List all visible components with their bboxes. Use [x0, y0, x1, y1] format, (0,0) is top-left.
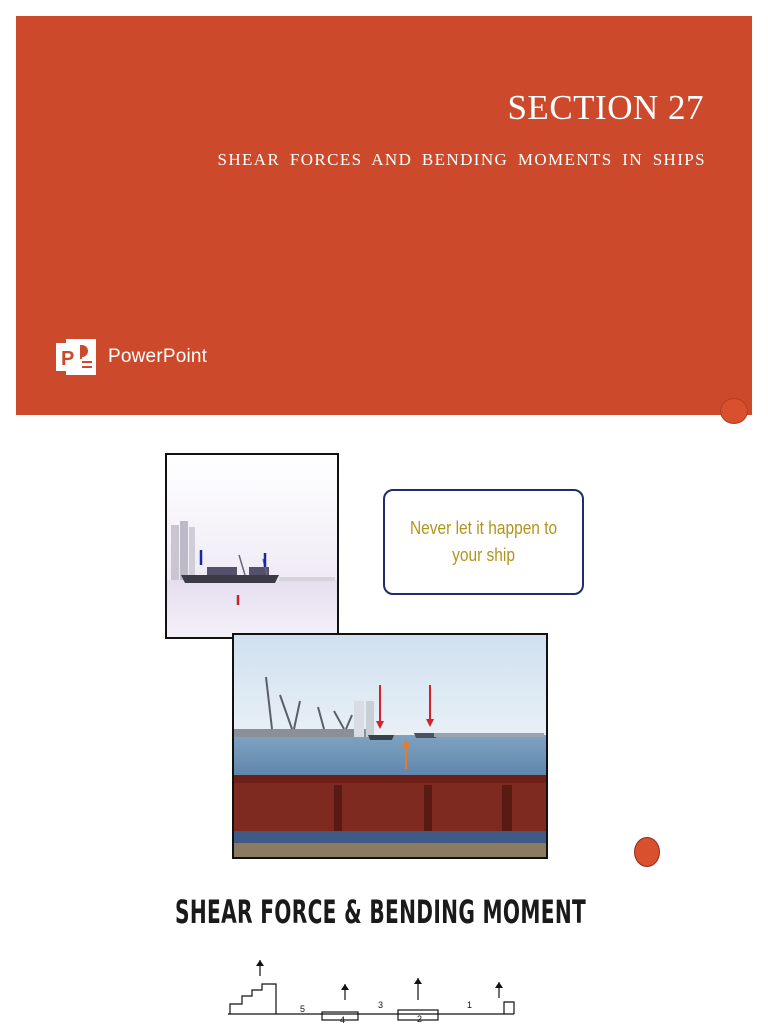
ship-photo-small — [165, 453, 339, 639]
section-title: SECTION 27 — [507, 88, 704, 127]
slide-marker-dot — [634, 837, 660, 867]
ship-photo-large — [232, 633, 548, 859]
slide-heading: SHEAR FORCE & BENDING MOMENT — [175, 893, 587, 931]
diagram-label: 3 — [378, 1000, 384, 1010]
section-subtitle: SHEAR FORCES AND BENDING MOMENTS IN SHIPS — [217, 150, 706, 169]
powerpoint-label: PowerPoint — [108, 346, 208, 367]
warning-callout — [383, 489, 584, 595]
diagram-label: 5 — [300, 1004, 306, 1014]
powerpoint-icon-letter: P — [61, 348, 75, 370]
diagram-label: 1 — [467, 1000, 473, 1010]
title-slide — [16, 16, 752, 415]
powerpoint-icon — [56, 337, 98, 377]
callout-line-1: Never let it happen to — [409, 518, 558, 538]
diagram-label: 4 — [340, 1015, 346, 1024]
powerpoint-logo — [56, 336, 207, 378]
ship-photo-large-image — [234, 635, 546, 857]
slide-marker-dot — [720, 398, 748, 424]
ship-load-diagram — [222, 960, 522, 1024]
callout-line-2: your ship — [452, 545, 515, 565]
diagram-label: 2 — [417, 1014, 423, 1024]
ship-photo-small-image — [167, 455, 337, 637]
